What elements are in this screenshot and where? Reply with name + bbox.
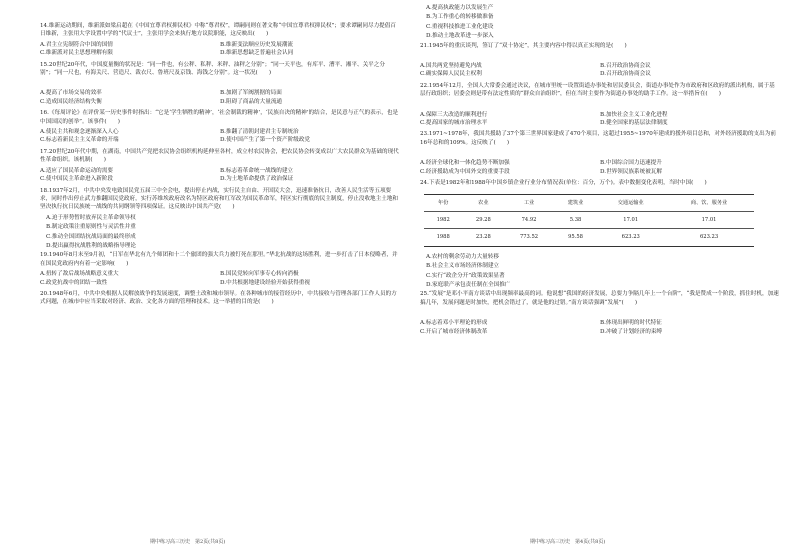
- option: A.扭转了敌后战场战略意义重大: [40, 271, 119, 278]
- page-footer-right: 期中练习高三历史 第4页(共8页): [530, 539, 606, 545]
- question-17-options: [40, 167, 400, 184]
- option: A.经济全球化和一体化趋势不断加强: [420, 160, 510, 167]
- table-cell: 23.28: [462, 229, 504, 246]
- option: D.为土地革命提供了政治保证: [220, 176, 294, 183]
- table-cell: 773.52: [504, 229, 553, 246]
- table-cell: 623.23: [597, 229, 664, 246]
- question-15-stem: 15.20世纪20年代，中国度量衡的状况是：“同一件也，有公秤、私秤、米秤、油秤之分别”；“同一天平也，有库平、漕平、湘平、关平之分别”；“同一尺也，有海关尺、营造尺、裁衣尺、鲁班尺及京钱、海钱之分别”。这一状况( ): [40, 61, 385, 77]
- question-16-options: [40, 128, 400, 145]
- option: C.经济援助成为中国外交的重要手段: [420, 168, 510, 175]
- table-header-cell: 建筑业: [554, 194, 598, 211]
- question-20-options: [420, 4, 780, 41]
- option: A.提高了市场交易的效率: [40, 90, 102, 97]
- table-cell: 5.38: [554, 211, 598, 228]
- option: D.提出赢得抗战胜利的战略指导理论: [46, 242, 136, 249]
- table-cell: 95.58: [554, 229, 598, 246]
- table-header-cell: 工业: [504, 194, 553, 211]
- table-cell: 1982: [424, 211, 462, 228]
- option: C.提高国家的城市治理水平: [420, 120, 488, 127]
- table-header-cell: 农业: [462, 194, 504, 211]
- right-column: [420, 4, 780, 339]
- question-22-options: [420, 111, 780, 128]
- option: C.维新派对民主思想理解有限: [40, 50, 113, 57]
- option: C.造成国民经济结构失衡: [40, 98, 102, 105]
- option: B.国民党转向军事专心转向消极: [220, 271, 299, 278]
- question-19-options: [40, 270, 400, 287]
- left-column: [40, 22, 400, 309]
- question-23-stem: 23.1971~1978年，我国共援助了37个第三世界国家建成了470个项目，这超过1955~1970年建成的援外项目总和，对外经济援助的支出为前16年总和的109%。这反映了( ): [420, 131, 776, 146]
- question-14-stem: 14.维新运动期间，维新派如梁启超在《中国宜尊君权抑民权》中称“尊君权”，谭嗣同则在著文称“中国宜尊君权抑民权”；要求谭嗣同尽力提倡百日维新，主张用大学设置中学的“代议士”，主张用学会来执行地方议院职能，这反映出( ): [40, 23, 396, 38]
- option: B.中国综合国力迅速提升: [600, 160, 662, 167]
- question-15-options: [40, 89, 400, 106]
- table-header-row: [424, 194, 754, 211]
- option: B.加快社会主义工业化进程: [600, 111, 668, 118]
- question-24-stem: 24.下表是1982年和1988年中国乡镇企业行业分布情况表(单位：百分，万个)。表中数据变化表明，当时中国( ): [420, 180, 707, 187]
- question-19-stem: 19.1940年8月末至9月初，“日军在华北有九个师团和十二个旅团的强大兵力被钉死在那里。”华北抗战的这场胜利，进一步打击了日本侵略者，并在国民党政府内有着一定影响( ): [40, 252, 398, 267]
- table-header-cell: 交通运输业: [597, 194, 664, 211]
- option: A.君主立宪制符合中国的国情: [40, 41, 113, 48]
- option: C.推动全国团结抗战局面的最终形成: [46, 233, 136, 240]
- option: D.中共根据地建设经验开始获得重视: [220, 279, 310, 286]
- table-cell: 74.92: [504, 211, 553, 228]
- option: D.维新思想缺乏普遍社会认同: [220, 50, 294, 57]
- option: B.维新变法顺应历史发展潮流: [220, 41, 294, 48]
- option: B.为工作重心的转移做准备: [426, 14, 494, 21]
- enterprise-table: [424, 194, 754, 247]
- question-24-options: [420, 253, 780, 290]
- table-row: [424, 211, 754, 228]
- question-22-stem: 22.1954年12月，全国人大常委会通过决议，在城市里统一设置街道办事处和居民委员会，街道办事处作为市政府和区政府的派出机构，属于基层行政组织；居委会则是带有法定性质的“群众自治组织”，但在当时主要作为街道办事处的助手工作。这一举措旨在( ): [420, 82, 775, 98]
- option: A.国共两党坚持避免内战: [420, 63, 482, 70]
- question-16-stem: 16.《每周评论》在评价某一历史事件时指出：“它是‘学生牺牲的精神’，‘社会制裁的精神’，‘民族自决的精神’的结合，是民意与正气的表示，也是中国国民的创举”。该事件( ): [40, 110, 399, 125]
- question-25-options: [420, 319, 780, 336]
- option: C.重视科技推进工业化建设: [426, 23, 494, 30]
- option: B.召开政治协商会议: [600, 63, 651, 70]
- question-18-options: [40, 214, 400, 251]
- option: A.提高执政能力以发展生产: [426, 5, 494, 11]
- question-14-options: [40, 41, 400, 58]
- option: A.保障三大改造的顺利进行: [420, 111, 488, 118]
- question-23-options: [420, 159, 780, 176]
- option: D.使中国产生了第一个资产阶级政党: [220, 137, 310, 144]
- question-21-stem: 21.1945年的重庆谈判，签订了“双十协定”，其主要内容中得以真正实现的是( ): [420, 42, 627, 49]
- option: C.开启了城市经济体制改革: [420, 328, 488, 335]
- question-17-stem: 17.20世纪20年代中期，在湖南，中国共产党把农民协会组织机构延伸至各村，成立村农民协会，把农民协会转变成以广大农民群众为基础的现代性革命组织。该机制( ): [40, 148, 399, 164]
- option: C.标志着新民主主义革命的开端: [40, 137, 119, 144]
- table-cell: 1988: [424, 229, 462, 246]
- table-cell: 17.01: [597, 211, 664, 228]
- option: A.使民主共和观念逐渐深入人心: [40, 129, 119, 136]
- table-row: [424, 229, 754, 246]
- table-cell: 623.23: [664, 229, 754, 246]
- option: A.标志着邓小平理论的形成: [420, 320, 488, 327]
- table-cell: 29.28: [462, 211, 504, 228]
- option: A.农村的剩余劳动力大量转移: [426, 253, 499, 260]
- option: D.家庭联产承包责任制在全国推广: [426, 281, 511, 288]
- option: D.召开政治协商会议: [600, 71, 651, 78]
- option: C.实行“政企分开”政策效果显著: [426, 272, 505, 279]
- option: C.使中国民主革命进入新阶段: [40, 176, 113, 183]
- option: B.推翻了清朝封建君主专制统治: [220, 129, 299, 136]
- option: D.推动土地改革进一步深入: [426, 33, 494, 40]
- option: A.适应了国民革命运动的需要: [40, 167, 113, 174]
- table-header-cell: 年份: [424, 194, 462, 211]
- option: D.冲破了计划经济的束缚: [600, 328, 663, 335]
- question-21-options: [420, 62, 780, 79]
- question-20-stem: 20.1948年6月，中共中央根据人民解放战争的发展速度，调整土改和城市领导。在各种城市的接管经历中，中共接收与管理各部门工作人员的方式问题，在城市中应当采取对经济、政治、文化各方面的管理和技术。这一举措的目的是( ): [40, 290, 397, 306]
- option: B.体现出鲜明的时代特征: [600, 320, 662, 327]
- option: D.健全国家的基层法律制度: [600, 120, 668, 127]
- question-18-stem: 18.1937年2月，中共中央发电致国民党五届三中全会电，提出停止内战，实行民主自由、开国民大会，迅速准备抗日，改善人民生活等五项要求，同时作出停止武力推翻国民党政府，实行苏维埃政府改名为特区政府和红军改为国民革命军，特区实行彻底的民主制度，停止没收地主土地和坚决执行抗日民族统一战线的共同纲领等四项保证。这反映出中国共产党( ): [40, 187, 399, 211]
- table-header-cell: 商、饮、服务业: [664, 194, 754, 211]
- option: D.世界领民族系统被瓦解: [600, 168, 663, 175]
- option: C.政党抗战中的团结一致性: [40, 279, 108, 286]
- page-footer-left: 期中练习高三历史 第2页(共8页): [150, 539, 226, 545]
- option: C.确实保障人民民主权利: [420, 71, 482, 78]
- question-25-stem: 25.“发展”是邓小平南方谈话中出现频率最高的词。他说想“我国的经济发展，总要力争隔几年上一个台阶”，“我是赞成一个阶段，抓住时机，加速搞几年，发展问题是时加快，把机会错过了，就是他的过错。”南方谈话强调“发展”( ): [420, 291, 779, 306]
- option: B.社会主义市场经济体制建立: [426, 263, 500, 270]
- option: A.迫于形势暂时放弃民主革命领导权: [46, 214, 136, 221]
- option: B.标志着革命统一战线的建立: [220, 167, 294, 174]
- table-cell: 17.01: [664, 211, 754, 228]
- option: B.制定政策注重原则性与灵活性并重: [46, 224, 136, 231]
- option: B.加剧了军阀割据的局面: [220, 90, 282, 97]
- option: D.阻碍了商品的大量流通: [220, 98, 283, 105]
